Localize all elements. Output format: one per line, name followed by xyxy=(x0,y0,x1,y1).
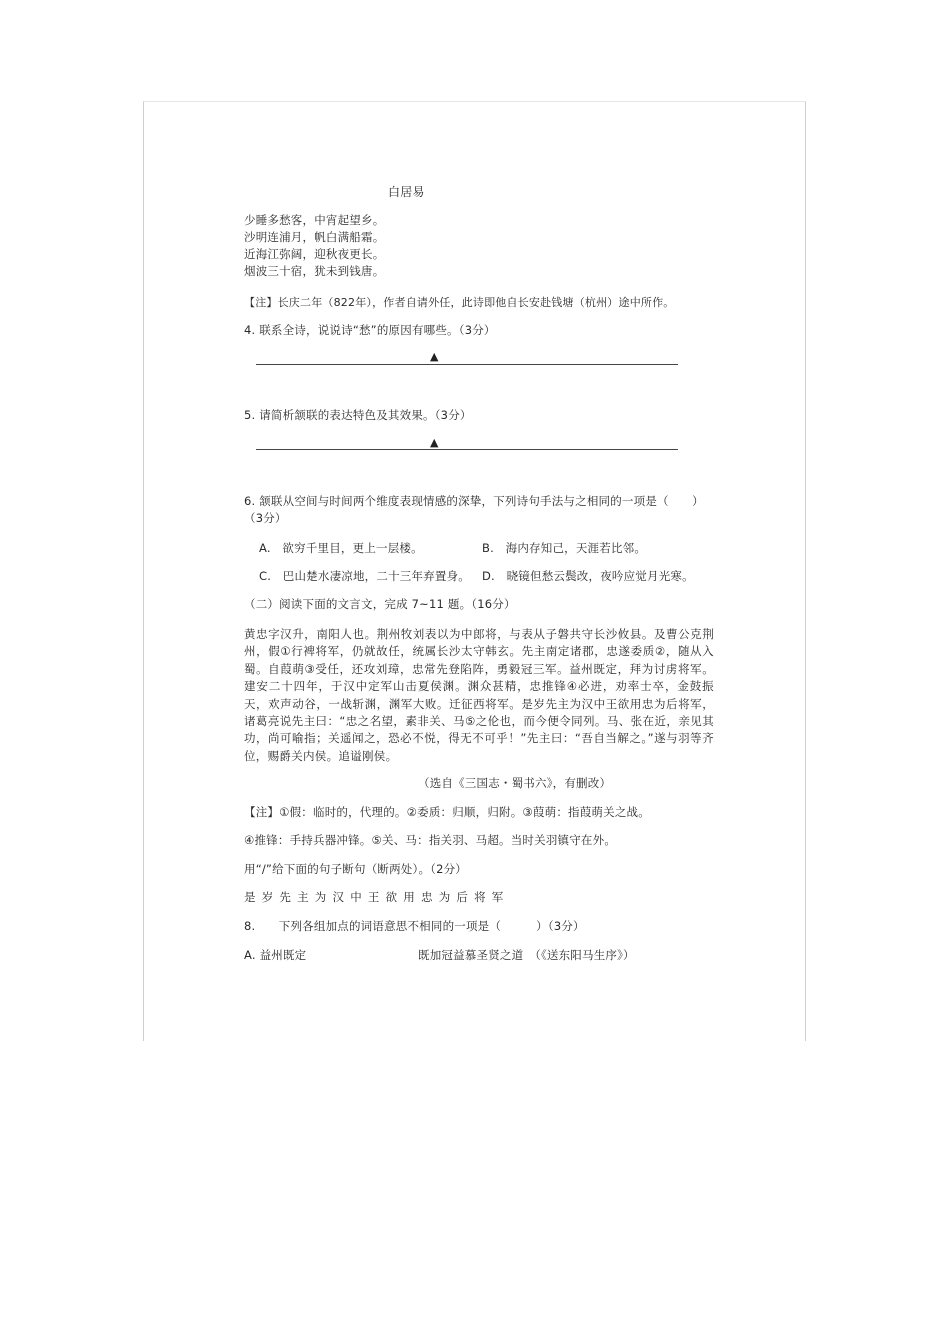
passage-note-2: ④推锋：手持兵器冲锋。⑤关、马：指关羽、马超。当时关羽镇守在外。 xyxy=(244,833,617,847)
question-6-option-a: A. 欲穷千里目，更上一层楼。 xyxy=(259,541,423,555)
question-6-score: （3分） xyxy=(244,511,287,525)
poem-author: 白居易 xyxy=(388,185,425,199)
question-6-option-d: D. 晓镜但愁云鬓改，夜吟应觉月光寒。 xyxy=(482,569,694,583)
poem-line-4: 烟波三十宿，犹未到钱唐。 xyxy=(244,264,385,278)
classical-passage: 黄忠字汉升，南阳人也。荆州牧刘表以为中郎将，与表从子磐共守长沙攸县。及曹公克荆州，假①行裨将军，仍就故任，统属长沙太守韩玄。先主南定诸郡，忠遂委质②，随从入蜀。自葭萌③受任，还攻刘璋，忠常先登陷阵，勇毅冠三军。益州既定，拜为讨虏将军。建安二十四年，于汉中定军山击夏侯渊。渊众甚精，忠推锋④必进，劝率士卒，金鼓振天，欢声动谷，一战斩渊，渊军大败。迁征西将军。是岁先主为汉中王欲用忠为后将军，诸葛亮说先主曰：“忠之名望，素非关、马⑤之伦也，而今便令同列。马、张在近，亲见其功，尚可喻指；关遥闻之，恐必不悦，得无不可乎！”先主曰：“吾自当解之。”遂与羽等齐位，赐爵关内侯。追谥刚侯。 xyxy=(244,627,714,763)
answer-marker-5: ▲ xyxy=(430,436,439,449)
passage-note-1: 【注】①假：临时的，代理的。②委质：归顺，归附。③葭萌：指葭萌关之战。 xyxy=(244,805,650,819)
passage-source: （选自《三国志・蜀书六》，有删改） xyxy=(418,776,612,790)
question-6: 6. 颔联从空间与时间两个维度表现情感的深挚，下列诗句手法与之相同的一项是（ ） xyxy=(244,494,704,508)
question-5: 5. 请简析颔联的表达特色及其效果。（3分） xyxy=(244,408,472,422)
question-6-option-c: C. 巴山楚水凄凉地，二十三年弃置身。 xyxy=(259,569,470,583)
question-8-option-a-left: A. 益州既定 xyxy=(244,948,307,962)
question-7-sentence: 是岁先主为汉中王欲用忠为后将军 xyxy=(244,890,510,904)
poem-line-3: 近海江弥阔，迎秋夜更长。 xyxy=(244,247,385,261)
question-8: 8. 下列各组加点的词语意思不相同的一项是（ ）（3分） xyxy=(244,919,585,933)
poem-note: 【注】长庆二年（822年），作者自请外任，此诗即他自长安赴钱塘（杭州）途中所作。 xyxy=(244,296,675,309)
poem-line-1: 少睡多愁客，中宵起望乡。 xyxy=(244,213,385,227)
question-7-instruction: 用“/”给下面的句子断句（断两处）。（2分） xyxy=(244,862,468,876)
question-4: 4. 联系全诗，说说诗“愁”的原因有哪些。（3分） xyxy=(244,323,496,337)
question-6-option-b: B. 海内存知己，天涯若比邻。 xyxy=(482,541,647,555)
poem-line-2: 沙明连浦月，帆白满船霜。 xyxy=(244,230,385,244)
answer-line-5[interactable] xyxy=(256,449,678,450)
question-8-option-a-right: 既加冠益慕圣贤之道 （《送东阳马生序》） xyxy=(418,948,635,962)
answer-line-4[interactable] xyxy=(256,364,678,365)
answer-marker-4: ▲ xyxy=(430,350,439,363)
section-2-heading: （二）阅读下面的文言文，完成 7~11 题。（16分） xyxy=(244,597,516,611)
